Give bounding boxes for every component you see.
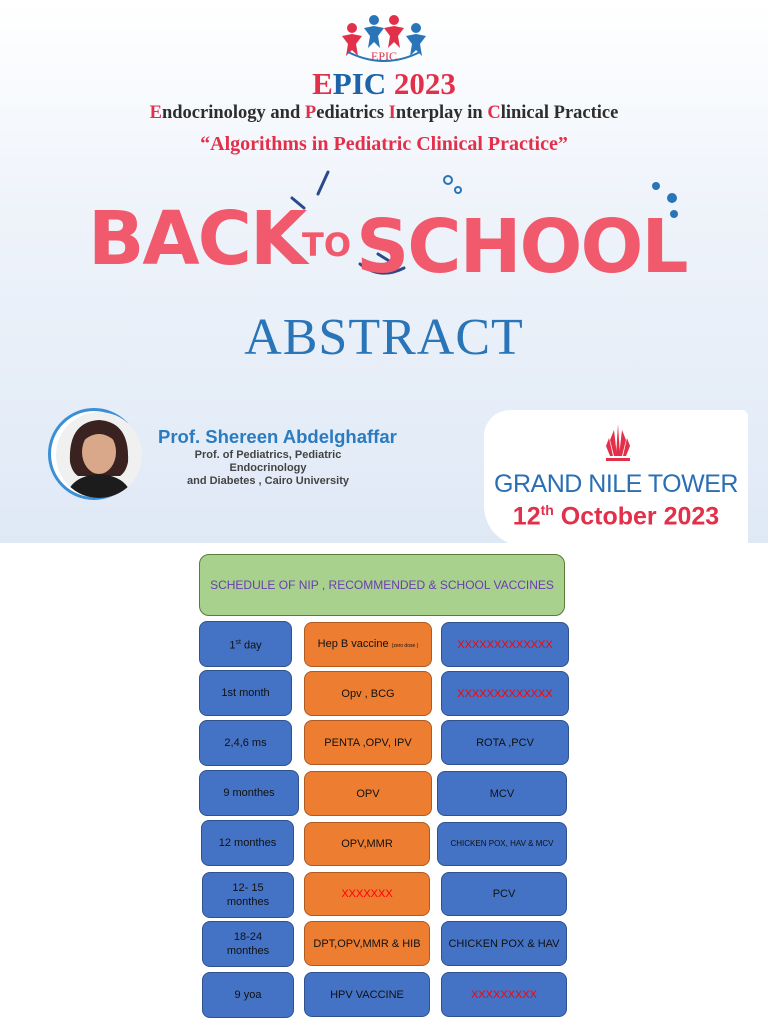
- theme-word-to: TO: [302, 226, 352, 264]
- speaker-portrait-icon: [56, 412, 142, 498]
- bubble-icon: [455, 187, 461, 193]
- logo-text: EPIC: [370, 49, 398, 63]
- other-vaccine-cell: ROTA ,PCV: [441, 720, 569, 765]
- nip-vaccine-cell: Hep B vaccine (zero dose ): [304, 622, 432, 667]
- venue-name: GRAND NILE TOWER: [494, 470, 738, 498]
- age-cell: 2,4,6 ms: [199, 720, 292, 766]
- nip-vaccine-cell: Opv , BCG: [304, 671, 432, 716]
- nip-vaccine-cell: PENTA ,OPV, IPV: [304, 720, 432, 765]
- section-title: ABSTRACT: [244, 309, 524, 366]
- speaker-title: Prof. of Pediatrics, Pediatric Endocrinology and Diabetes , Cairo University: [187, 449, 349, 487]
- age-cell: 1st day: [199, 621, 292, 667]
- age-cell: 1st month: [199, 670, 292, 716]
- event-date: 12th October 2023: [512, 502, 720, 531]
- other-vaccine-cell: MCV: [437, 771, 567, 816]
- tower-logo-icon: [604, 424, 632, 468]
- age-cell: 9 yoa: [202, 972, 294, 1018]
- other-vaccine-cell: CHICKEN POX & HAV: [441, 921, 567, 966]
- speaker-name: Prof. Shereen Abdelghaffar: [158, 426, 397, 447]
- back-to-school-banner: [60, 168, 720, 298]
- other-vaccine-cell: CHICKEN POX, HAV & MCV: [437, 822, 567, 866]
- dot-icon: [652, 182, 660, 190]
- theme-word-back: BACK: [88, 196, 306, 282]
- age-cell: 9 monthes: [199, 770, 299, 816]
- age-cell: 12 monthes: [201, 820, 294, 866]
- other-vaccine-cell: XXXXXXXXXXXXX: [441, 671, 569, 716]
- nip-vaccine-cell: HPV VACCINE: [304, 972, 430, 1017]
- other-vaccine-cell: XXXXXXXXX: [441, 972, 567, 1017]
- event-tagline: “Algorithms in Pediatric Clinical Practice”: [200, 133, 568, 155]
- epic-logo-icon: [334, 14, 434, 64]
- nip-vaccine-cell: DPT,OPV,MMR & HIB: [304, 921, 430, 966]
- age-cell: 12- 15 monthes: [202, 872, 294, 918]
- nip-vaccine-cell: XXXXXXX: [304, 872, 430, 916]
- event-name: EPIC 2023: [312, 66, 456, 101]
- theme-word-school: SCHOOL: [356, 204, 687, 290]
- age-cell: 18-24 monthes: [202, 921, 294, 967]
- bubble-icon: [444, 176, 452, 184]
- other-vaccine-cell: PCV: [441, 872, 567, 916]
- other-vaccine-cell: XXXXXXXXXXXXX: [441, 622, 569, 667]
- event-subtitle: Endocrinology and Pediatrics Interplay in Clinical Practice: [149, 103, 619, 123]
- speaker-avatar: [56, 412, 142, 498]
- schedule-title: SCHEDULE OF NIP , RECOMMENDED & SCHOOL VACCINES: [199, 554, 565, 616]
- nip-vaccine-cell: OPV,MMR: [304, 822, 430, 866]
- nip-vaccine-cell: OPV: [304, 771, 432, 816]
- dot-icon: [667, 193, 677, 203]
